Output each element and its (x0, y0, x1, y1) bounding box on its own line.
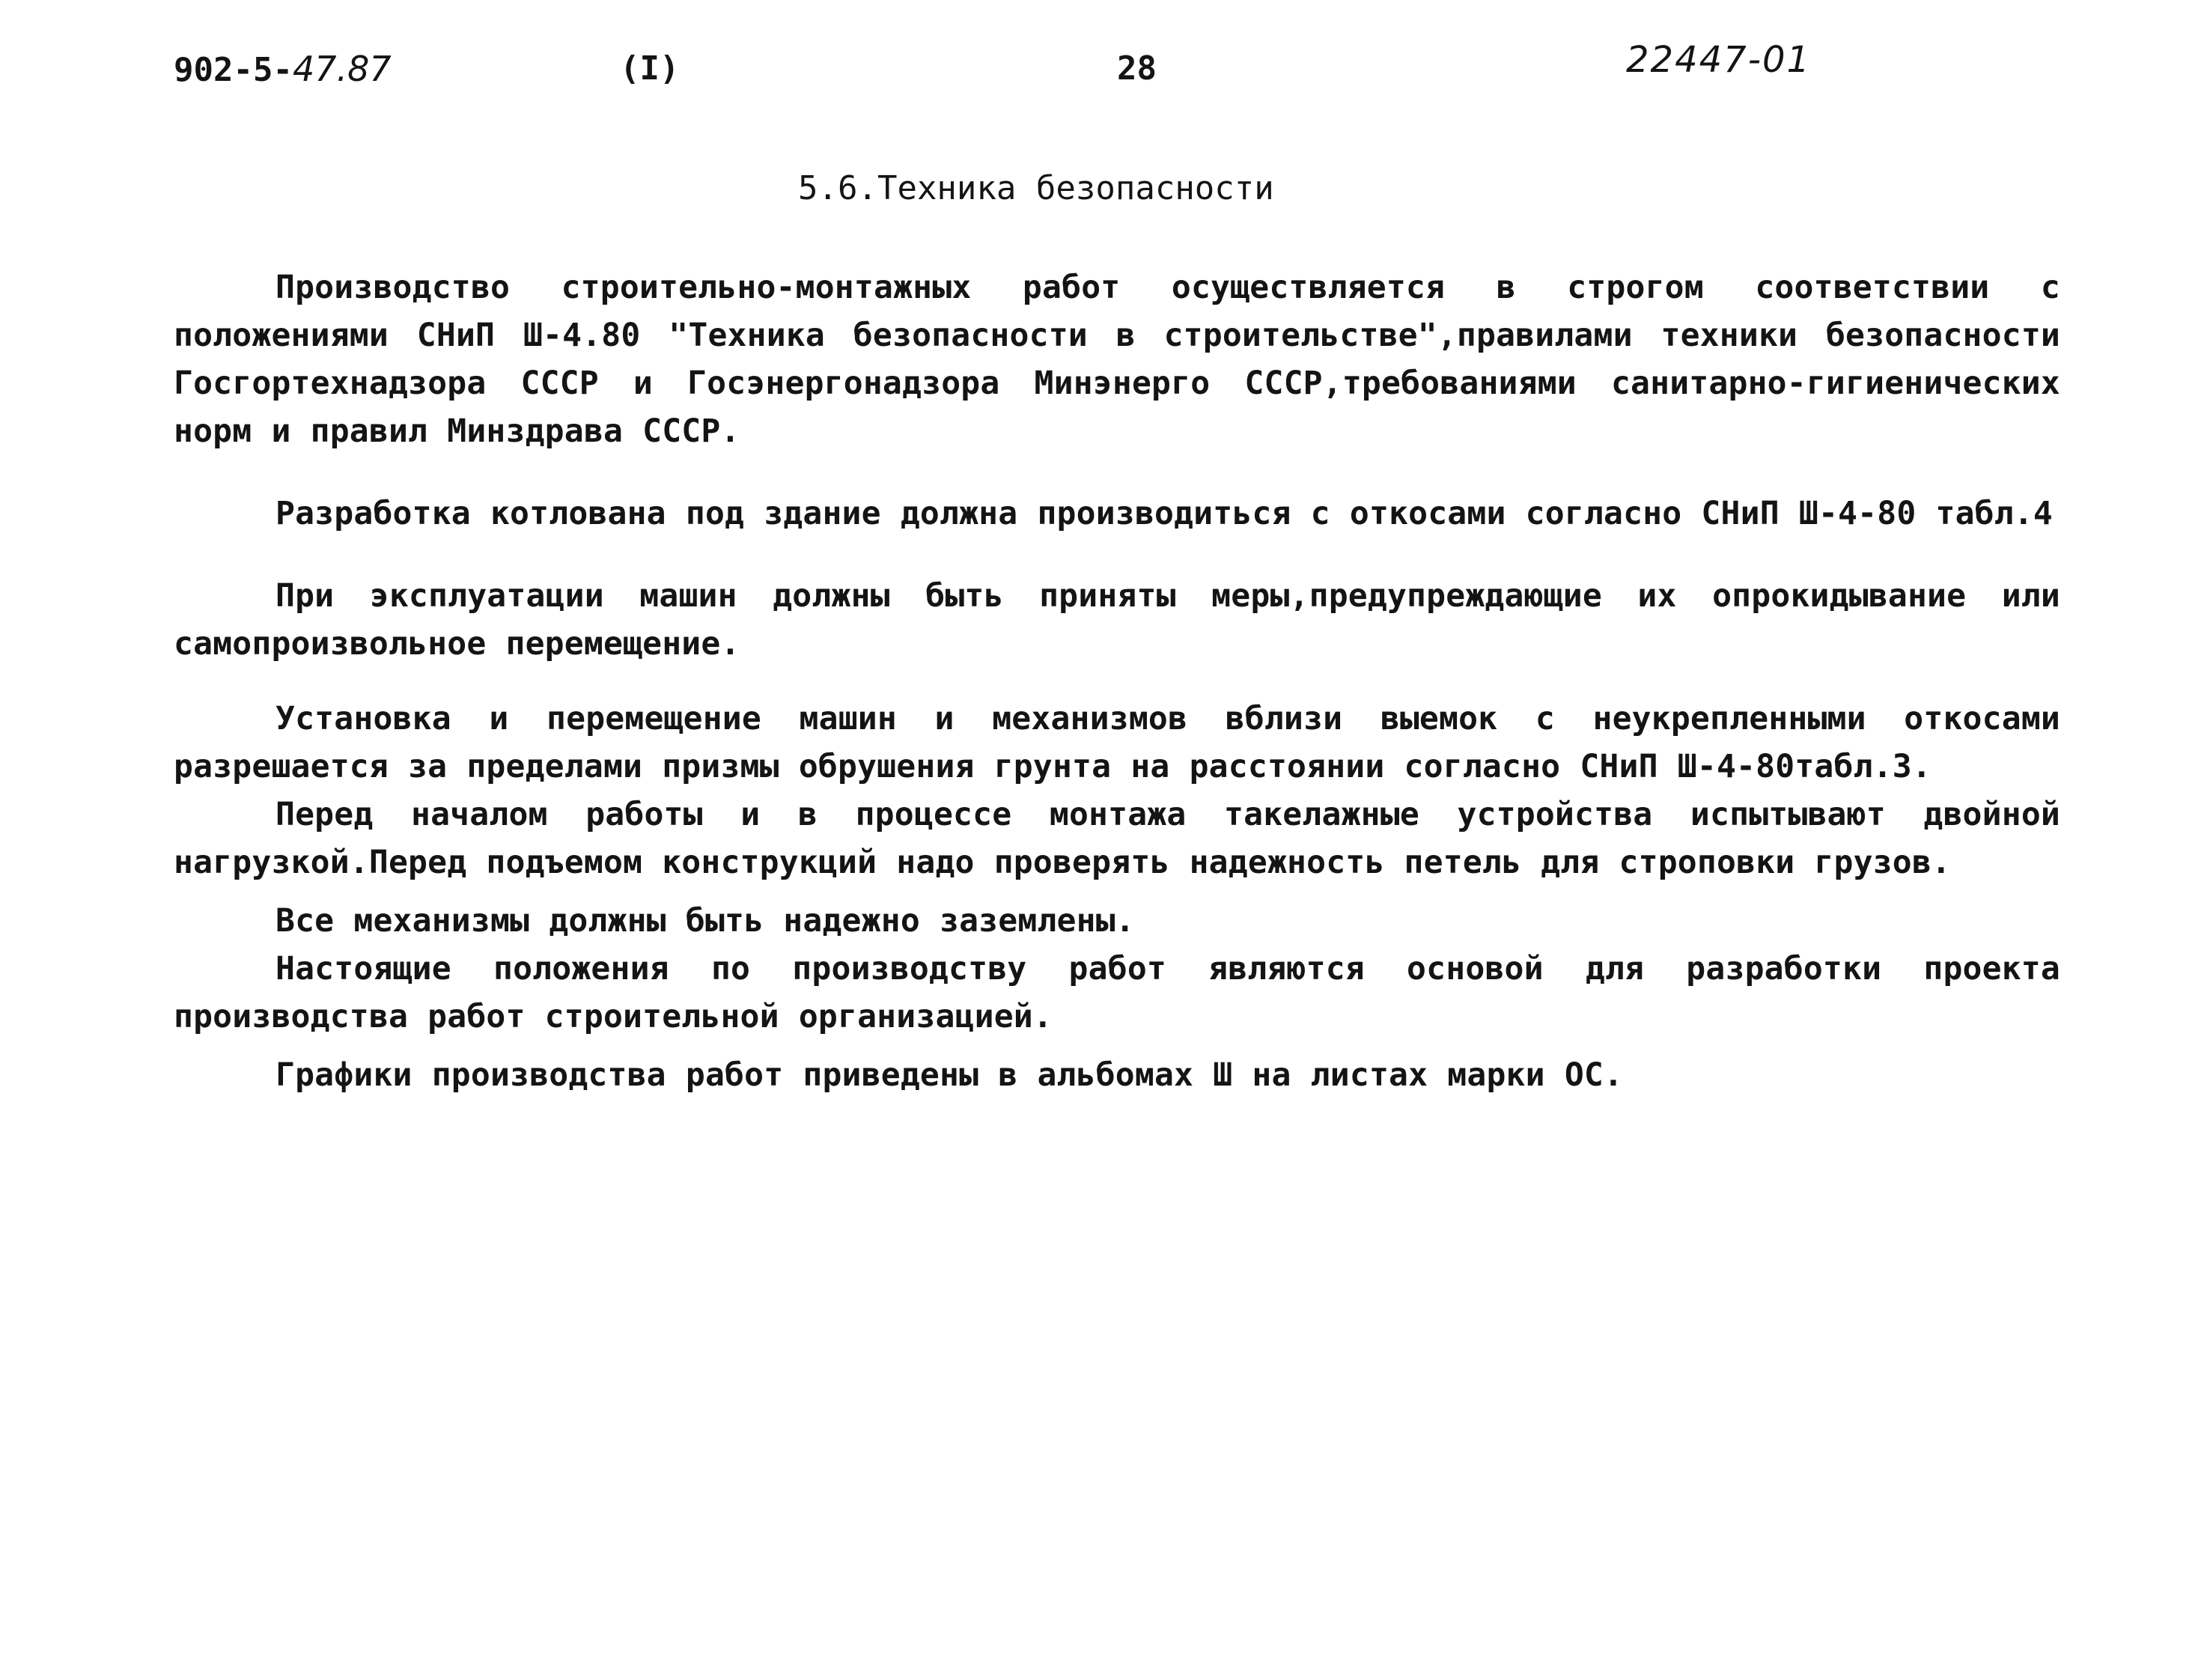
document-code-prefix: 902-5- (174, 51, 293, 89)
paragraph-general-safety: Производство строительно-монтажных работ осуществляется в строгом соответствии с положениями СНиП Ш-4.80 "Техника безопасности в строительстве",правилами техники безопасности Госгортехнадзора СССР и Госэнергонадзора Минэнерго СССР,требованиями санитарно-гигиенических норм и правил Минздрава СССР. (174, 269, 2060, 450)
document-body (174, 264, 2060, 1099)
section-title: 5.6.Техника безопасности (798, 169, 1274, 207)
document-code-handwritten: 47.87 (292, 49, 392, 89)
document-code (174, 46, 392, 93)
paragraph-grounding: Все механизмы должны быть надежно заземлены. (276, 902, 1135, 940)
page-number: 28 (1117, 49, 1157, 88)
paragraph-rigging-tests: Перед началом работы и в процессе монтажа такелажные устройства испытывают двойной нагрузкой.Перед подъемом конструкций надо проверять надежность петель для строповки грузов. (174, 796, 2060, 881)
paragraph-machine-placement: Установка и перемещение машин и механизмов вблизи выемок с неукрепленными откосами разрешается за пределами призмы обрушения грунта на расстоянии согласно СНиП Ш-4-80табл.3. (174, 700, 2060, 785)
inventory-number: 22447-01 (1626, 39, 1812, 81)
paragraph-project-basis: Настоящие положения по производству работ являются основой для разработки проекта производства работ строительной организацией. (174, 950, 2060, 1035)
paragraph-work-schedules: Графики производства работ приведены в альбомах Ш на листах марки ОС. (276, 1056, 1624, 1094)
paragraph-machine-operation: При эксплуатации машин должны быть приняты меры,предупреждающие их опрокидывание или самопроизвольное перемещение. (174, 577, 2060, 663)
part-label: (I) (620, 49, 680, 88)
paragraph-excavation: Разработка котлована под здание должна производиться с откосами согласно СНиП Ш-4-80 табл.4 (276, 495, 2054, 532)
